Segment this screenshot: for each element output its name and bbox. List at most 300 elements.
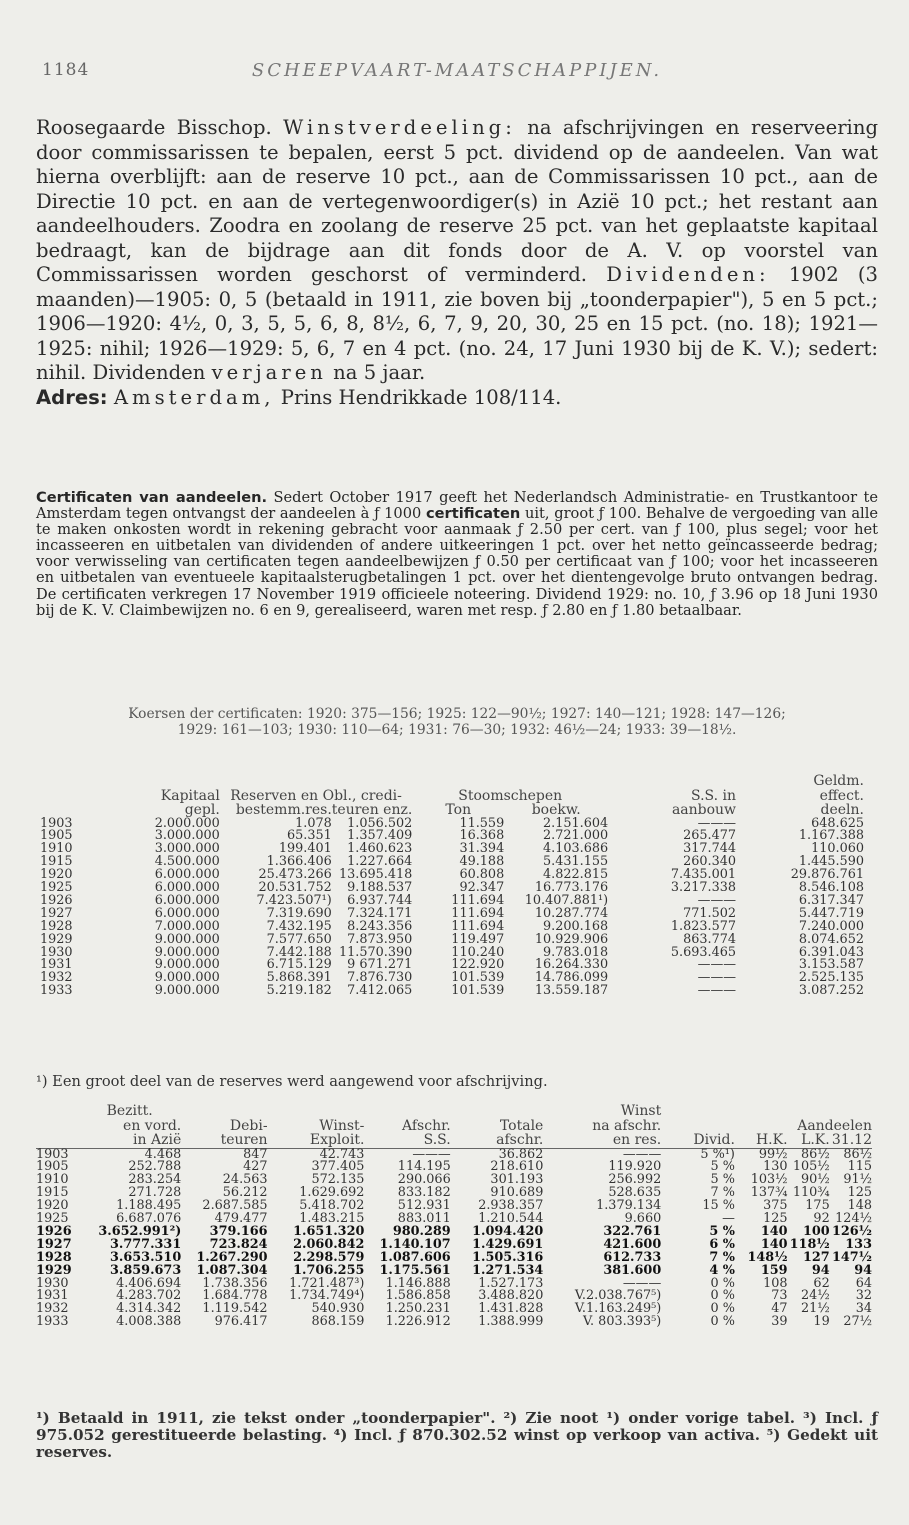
header-teuren-2: teuren <box>220 1132 268 1148</box>
table-cell: 110.240 <box>451 944 505 960</box>
table-cell: 105½ <box>792 1159 830 1175</box>
table-cell: 6 % <box>709 1236 735 1252</box>
table-cell: 130 <box>763 1159 788 1175</box>
table-cell: 910.689 <box>490 1185 544 1201</box>
results-table <box>36 1104 872 1329</box>
table-cell: 9.188.537 <box>347 880 413 896</box>
table-cell: 126½ <box>831 1223 872 1239</box>
table-cell: 6.687.076 <box>116 1211 182 1227</box>
table-cell: 4.500.000 <box>154 854 220 870</box>
table-cell: 114.195 <box>397 1159 451 1175</box>
table-cell: 648.625 <box>811 815 864 831</box>
header-en-vord: en vord. <box>123 1117 182 1134</box>
table-cell: 21½ <box>801 1301 830 1317</box>
intro-text-4: na 5 jaar. <box>333 361 426 384</box>
table-cell: 7 % <box>710 1185 735 1201</box>
table-cell: 1.505.316 <box>472 1249 544 1265</box>
table-cell: 528.635 <box>608 1185 662 1201</box>
year-cell: 1920 <box>36 1198 69 1214</box>
year-cell: 1920 <box>40 867 73 883</box>
table-cell: 1.460.623 <box>347 841 413 857</box>
table-cell: 10.929.906 <box>534 931 609 947</box>
table-cell: 65.351 <box>287 828 332 844</box>
table-cell: 15 % <box>702 1198 735 1214</box>
header-stoomschepen: Stoomschepen <box>458 787 563 804</box>
table-cell: 13.559.187 <box>534 983 609 999</box>
table-cell: 7.873.950 <box>347 931 413 947</box>
header-teuren: teuren enz. <box>331 802 413 818</box>
header-hk: H.K. <box>755 1132 788 1148</box>
table-cell: 2.687.585 <box>202 1198 268 1214</box>
table-cell: 47 <box>771 1301 788 1317</box>
table-cell: 5.868.391 <box>266 970 332 986</box>
table-cell: 3.000.000 <box>154 828 220 844</box>
header-3112: 31.12 <box>831 1132 872 1148</box>
year-cell: 1932 <box>36 1301 69 1317</box>
table-cell: 317.744 <box>683 841 737 857</box>
intro-text-2: na afschrijvingen en reserveering door commissarissen te bepalen, eerst 5 pct. dividend op de aandeelen. Van wat hierna overblijft: aan de reserve 10 pct., aan de Commissarissen 10 pct., aan de Directie 10 pct. en aan de vertegenwoordiger(s) in Azië 10 pct.; het restant aan aandeelhouders. Zoodra en zoolang de reserve 25 pct. van het geplaatste kapitaal bedraagt, kan de bijdrage aan dit fonds door de A. V. op voorstel van Commissarissen worden geschorst of verminderd. <box>36 116 878 286</box>
table-cell: ——— <box>622 1275 662 1291</box>
header-winst: Winst <box>620 1103 662 1119</box>
capital-table <box>40 774 864 998</box>
table-cell: 7.324.171 <box>347 905 413 921</box>
table-cell: 512.931 <box>397 1198 451 1214</box>
table-cell: 868.159 <box>311 1314 365 1330</box>
table-cell: 7.240.000 <box>798 918 864 934</box>
table-cell: 5.219.182 <box>266 983 332 999</box>
table-cell: 3.859.673 <box>110 1262 182 1278</box>
table-cell: 94 <box>854 1262 872 1278</box>
table-row <box>40 985 864 998</box>
table-cell: 110¾ <box>792 1185 830 1201</box>
header-ss-2: S.S. <box>423 1132 451 1148</box>
intro-text-1: Roosegaarde Bisschop. <box>36 116 272 139</box>
table-cell: ——— <box>697 892 737 908</box>
table-cell: 32 <box>855 1288 872 1304</box>
table-cell: 24½ <box>801 1288 830 1304</box>
table-cell: 36.862 <box>498 1146 544 1162</box>
table-cell: 101.539 <box>451 983 505 999</box>
year-cell: 1929 <box>36 1262 72 1278</box>
koersen-block <box>36 706 878 738</box>
table-cell: 159 <box>760 1262 788 1278</box>
table-cell: 0 % <box>710 1275 735 1291</box>
table-cell: 7.000.000 <box>154 918 220 934</box>
table-cell: ——— <box>412 1146 451 1162</box>
table-cell: 1.586.858 <box>385 1288 451 1304</box>
header-reserven: Reserven en Obl., credi- <box>230 787 402 804</box>
table-cell: 1.250.231 <box>385 1301 451 1317</box>
table-cell: 6.000.000 <box>154 892 220 908</box>
table-cell: 111.694 <box>451 918 505 934</box>
intro-text-3: 1902 (3 maanden)—1905: 0, 5 (betaald in 1911, zie boven bij „toonderpapier"), 5 en 5 pct.; 1906—1920: 4½, 0, 3, 5, 5, 6, 8, 8½, 6, 7, 9, 20, 30, 25 en 15 pct. (no. 18); 1921—1925: nihil; 1926—1929: 5, 6, 7 en 4 pct. (no. 24, 17 Juni 1930 bij de K. V.); sedert: nihil. Dividenden <box>36 263 878 384</box>
table-cell: 1.684.778 <box>202 1288 268 1304</box>
table-cell: 5 % <box>710 1159 735 1175</box>
table-cell: 1.734.749⁴) <box>289 1288 365 1304</box>
table-cell: 1.210.544 <box>478 1211 544 1227</box>
header-boekw: boekw. <box>531 802 581 818</box>
table-cell: 1.651.320 <box>293 1223 365 1239</box>
table-cell: 5 % <box>710 1172 735 1188</box>
table-cell: 34 <box>855 1301 872 1317</box>
header-afschr: Afschr. <box>402 1117 451 1134</box>
year-cell: 1928 <box>36 1249 72 1265</box>
year-cell: 1915 <box>40 854 73 870</box>
table-cell: 1.146.888 <box>385 1275 451 1291</box>
table-cell: 91½ <box>843 1172 872 1188</box>
table-cell: 1.379.134 <box>596 1198 662 1214</box>
running-title: SCHEEPVAART-MAATSCHAPPIJEN. <box>251 60 663 81</box>
table-cell: 7.876.730 <box>347 970 413 986</box>
table-cell: 92 <box>813 1211 830 1227</box>
table-cell: 8.243.356 <box>347 918 413 934</box>
table-cell: 16.264.330 <box>534 957 609 973</box>
table-cell: 301.193 <box>490 1172 544 1188</box>
table-cell: 110.060 <box>811 841 864 857</box>
certificaten-keyword: certificaten <box>425 505 521 523</box>
table-cell: 60.808 <box>459 867 505 883</box>
table-cell: 111.694 <box>451 905 505 921</box>
table-cell: 3.217.338 <box>670 880 737 896</box>
table-cell: 42.743 <box>319 1146 365 1162</box>
table-cell: 2.938.357 <box>478 1198 544 1214</box>
table-cell: 19 <box>813 1314 830 1330</box>
table-cell: 1.738.356 <box>202 1275 268 1291</box>
year-cell: 1905 <box>40 828 73 844</box>
table-cell: 0 % <box>710 1314 735 1330</box>
table-cell: 7.423.507¹) <box>256 892 332 908</box>
table-cell: 479.477 <box>214 1211 268 1227</box>
table-cell: 271.728 <box>128 1185 182 1201</box>
table-cell: V.1.163.249⁵) <box>574 1301 662 1317</box>
table-cell: 377.405 <box>311 1159 365 1175</box>
table-cell: 118½ <box>789 1236 830 1252</box>
header-debi: Debi- <box>229 1117 268 1134</box>
table-cell: 7 % <box>709 1249 735 1265</box>
table-cell: 7.442.188 <box>266 944 332 960</box>
table-cell: 5.418.702 <box>299 1198 365 1214</box>
table-cell: 11.559 <box>459 815 505 831</box>
table-cell: 883.011 <box>397 1211 451 1227</box>
table-cell: 92.347 <box>459 880 505 896</box>
table1-footnote: ¹) Een groot deel van de reserves werd aangewend voor afschrijving. <box>36 1073 548 1090</box>
table-cell: 2.060.842 <box>293 1236 365 1252</box>
table-cell: 1.271.534 <box>472 1262 544 1278</box>
table-cell: 1.429.691 <box>472 1236 544 1252</box>
table-cell: 2.525.135 <box>798 970 864 986</box>
year-cell: 1931 <box>36 1288 69 1304</box>
table-cell: 6.317.347 <box>798 892 864 908</box>
table-cell: 290.066 <box>397 1172 451 1188</box>
table-cell: 62 <box>813 1275 830 1291</box>
year-cell: 1927 <box>40 905 73 921</box>
verjaren-label: verjaren <box>211 361 327 384</box>
header-aandeelen: Aandeelen <box>797 1117 872 1134</box>
year-cell: 1910 <box>36 1172 69 1188</box>
table-cell: V.2.038.767⁵) <box>574 1288 662 1304</box>
header-ss: S.S. in <box>691 787 737 804</box>
table-cell: — <box>722 1211 735 1227</box>
table-cell: 49.188 <box>459 854 505 870</box>
table-cell: 256.992 <box>608 1172 662 1188</box>
table-cell: 125 <box>847 1185 872 1201</box>
table-cell: 9.000.000 <box>154 931 220 947</box>
table-cell: 14.786.099 <box>534 970 609 986</box>
table-cell: 976.417 <box>214 1314 268 1330</box>
table-cell: 119.497 <box>451 931 505 947</box>
table-cell: 64 <box>855 1275 872 1291</box>
table-cell: 4.822.815 <box>543 867 609 883</box>
table-cell: 115 <box>847 1159 872 1175</box>
table-cell: 29.876.761 <box>790 867 864 883</box>
header-afschr-2: afschr. <box>496 1132 544 1148</box>
table-cell: 1.445.590 <box>798 854 864 870</box>
table-cell: 427 <box>243 1159 268 1175</box>
table-cell: 10.407.881¹) <box>524 892 609 908</box>
year-cell: 1915 <box>36 1185 69 1201</box>
table-cell: 1.706.255 <box>293 1262 365 1278</box>
header-in-azie: in Azië <box>133 1132 182 1148</box>
table-cell: ——— <box>622 1146 662 1162</box>
table-cell: 119.920 <box>608 1159 662 1175</box>
table-cell: 2.298.579 <box>293 1249 365 1265</box>
table-cell: 265.477 <box>683 828 737 844</box>
certificaten-paragraph <box>36 490 878 619</box>
table-cell: 108 <box>763 1275 788 1291</box>
table-cell: 7.432.195 <box>266 918 332 934</box>
table-cell: 137¾ <box>750 1185 788 1201</box>
table-cell: 833.182 <box>397 1185 451 1201</box>
table-cell: 1.094.420 <box>472 1223 544 1239</box>
table-cell: 31.394 <box>459 841 505 857</box>
table-cell: 4.406.694 <box>116 1275 182 1291</box>
table-cell: 1.629.692 <box>299 1185 365 1201</box>
table-cell: 39 <box>771 1314 788 1330</box>
table-cell: 572.135 <box>311 1172 365 1188</box>
year-cell: 1905 <box>36 1159 69 1175</box>
header-bezitt: Bezitt. <box>106 1103 153 1119</box>
table-cell: 3.000.000 <box>154 841 220 857</box>
table-cell: 260.340 <box>683 854 737 870</box>
year-cell: 1930 <box>36 1275 69 1291</box>
header-winst-expl: Winst- <box>319 1117 365 1134</box>
year-cell: 1930 <box>40 944 73 960</box>
year-cell: 1933 <box>36 1314 69 1330</box>
year-cell: 1928 <box>40 918 73 934</box>
table-cell: 1.431.828 <box>478 1301 544 1317</box>
header-aanbouw: aanbouw <box>671 802 737 818</box>
table-cell: 8.546.108 <box>798 880 864 896</box>
year-cell: 1933 <box>40 983 73 999</box>
year-cell: 1925 <box>40 880 73 896</box>
table-cell: 3.653.510 <box>110 1249 182 1265</box>
table-cell: 1.167.388 <box>798 828 864 844</box>
adres-label: Adres: <box>36 385 108 409</box>
table-cell: 148 <box>847 1198 872 1214</box>
table-cell: 4.283.702 <box>116 1288 182 1304</box>
certificaten-text-1b: ƒ 1000 <box>374 505 422 523</box>
table-cell: 980.289 <box>392 1223 451 1239</box>
table-cell: 7.577.650 <box>266 931 332 947</box>
table-cell: 4 % <box>709 1262 735 1278</box>
table-cell: 1.483.215 <box>299 1211 365 1227</box>
adres-street: Prins Hendrikkade 108/114. <box>280 385 562 409</box>
table-cell: 9.660 <box>624 1211 662 1227</box>
table-cell: 3.087.252 <box>798 983 864 999</box>
table-cell: ——— <box>697 983 737 999</box>
table-cell: 6.000.000 <box>154 880 220 896</box>
adres-city: Amsterdam, <box>113 385 275 409</box>
table-cell: 847 <box>243 1146 268 1162</box>
header-na-afschr: na afschr. <box>592 1117 662 1134</box>
table-cell: 9.000.000 <box>154 944 220 960</box>
winstverdeeling-label: Winstverdeeling: <box>283 116 516 139</box>
table-cell: 1.175.561 <box>379 1262 451 1278</box>
certificaten-text-2: uit, groot ƒ 100. Behalve de vergoeding van alle te maken onkosten wordt in rekening gebracht voor aanmaak ƒ 2.50 per cert. van ƒ 100, plus segel; voor het incasseeren en uitbetalen van dividenden of andere uitkeeringen 1 pct. over het netto geïncasseerde bedrag; voor verwisseling van certificaten tegen aandeelbewijzen ƒ 0.50 per certificaat van ƒ 100; voor het incasseeren en uitbetalen van eventueele kapitaalsterugbetalingen 1 pct. over het dientengevolge bruto ontvangen bedrag. De certificaten verkregen 17 November 1919 officieele noteering. Dividend 1929: no. 10, ƒ 3.96 op 18 Juni 1930 bij de K. V. Claimbewijzen no. 6 en 9, gerealiseerd, waren met resp. ƒ 2.80 en ƒ 1.80 betaalbaar. <box>36 505 879 619</box>
table-cell: 218.610 <box>490 1159 544 1175</box>
table-cell: 2.721.000 <box>543 828 609 844</box>
table-cell: 1.388.999 <box>478 1314 544 1330</box>
table-cell: 111.694 <box>451 892 505 908</box>
table-cell: 122.920 <box>451 957 505 973</box>
certificaten-text-1: Sedert October 1917 geeft het Nederlandsch Administratie- en Trustkantoor te Amsterdam tegen ontvangst der aandeelen à <box>36 489 879 523</box>
table-cell: 6.937.744 <box>347 892 413 908</box>
header-geldm: Geldm. <box>813 773 864 789</box>
table-cell: 723.824 <box>209 1236 268 1252</box>
table-cell: 2.000.000 <box>154 815 220 831</box>
table-cell: 2.151.604 <box>543 815 609 831</box>
table-cell: 5.431.155 <box>543 854 609 870</box>
table-cell: 322.761 <box>603 1223 662 1239</box>
header-bestemm: bestemm.res. <box>235 802 332 818</box>
table-cell: 9.200.168 <box>543 918 609 934</box>
year-cell: 1927 <box>36 1236 72 1252</box>
table-cell: 5.447.719 <box>798 905 864 921</box>
header-kapitaal: Kapitaal <box>160 787 220 804</box>
table-cell: 56.212 <box>222 1185 268 1201</box>
table-cell: 24.563 <box>222 1172 268 1188</box>
table-cell: 148½ <box>747 1249 788 1265</box>
table-cell: 1.267.290 <box>196 1249 268 1265</box>
header-exploit: Exploit. <box>309 1132 365 1148</box>
table-cell: 16.368 <box>459 828 505 844</box>
table-cell: 86½ <box>801 1146 830 1162</box>
table-cell: 1.226.912 <box>385 1314 451 1330</box>
table-cell: 100 <box>803 1223 830 1239</box>
table-cell: 140 <box>760 1223 788 1239</box>
intro-paragraph <box>36 116 878 410</box>
table-cell: 6.000.000 <box>154 905 220 921</box>
table-cell: 140 <box>760 1236 788 1252</box>
table-cell: 4.468 <box>144 1146 182 1162</box>
table-cell: 125 <box>763 1211 788 1227</box>
header-divid: Divid. <box>693 1132 735 1148</box>
table-cell: 7.319.690 <box>266 905 332 921</box>
running-header <box>36 60 878 84</box>
table-cell: 4.314.342 <box>116 1301 182 1317</box>
table-cell: 6.715.129 <box>266 957 332 973</box>
table-cell: 199.401 <box>278 841 332 857</box>
table-cell: 3.153.587 <box>798 957 864 973</box>
table-cell: 863.774 <box>683 931 737 947</box>
table-cell: 1.119.542 <box>202 1301 268 1317</box>
header-totale: Totale <box>499 1117 544 1134</box>
table-cell: 3.488.820 <box>478 1288 544 1304</box>
table-cell: 6.000.000 <box>154 867 220 883</box>
table-cell: 612.733 <box>603 1249 662 1265</box>
table-cell: 175 <box>805 1198 830 1214</box>
table-cell: 16.773.176 <box>534 880 609 896</box>
table-cell: 86½ <box>843 1146 872 1162</box>
year-cell: 1932 <box>40 970 73 986</box>
table-cell: 3.777.331 <box>110 1236 182 1252</box>
table-cell: 771.502 <box>683 905 737 921</box>
header-lk: L.K. <box>801 1132 830 1148</box>
year-cell: 1926 <box>36 1223 72 1239</box>
table-cell: 1.823.577 <box>670 918 737 934</box>
table-cell: 4.008.388 <box>116 1314 182 1330</box>
table-cell: 9.000.000 <box>154 970 220 986</box>
table-cell: 1.188.495 <box>116 1198 182 1214</box>
koersen-line-2: 1929: 161—103; 1930: 110—64; 1931: 76—30; 1932: 46½—24; 1933: 39—18½. <box>177 722 737 738</box>
table-cell: 379.166 <box>209 1223 268 1239</box>
year-cell: 1903 <box>36 1146 69 1162</box>
year-cell: 1910 <box>40 841 73 857</box>
table-cell: 1.087.606 <box>379 1249 451 1265</box>
header-gepl: gepl. <box>184 802 220 818</box>
table-cell: 375 <box>763 1198 788 1214</box>
table-cell: ——— <box>697 957 737 973</box>
table-cell: 13.695.418 <box>339 867 413 883</box>
table-cell: 124½ <box>835 1211 872 1227</box>
year-cell: 1925 <box>36 1211 69 1227</box>
year-cell: 1929 <box>40 931 73 947</box>
table-cell: 101.539 <box>451 970 505 986</box>
table-cell: 9.000.000 <box>154 957 220 973</box>
table-cell: 133 <box>845 1236 872 1252</box>
header-en-res: en res. <box>612 1132 662 1148</box>
table-cell: 1.056.502 <box>347 815 413 831</box>
table-cell: 5 %¹) <box>700 1146 735 1162</box>
page-number: 1184 <box>42 60 90 80</box>
table-cell: 1.366.406 <box>266 854 332 870</box>
table-cell: 283.254 <box>128 1172 182 1188</box>
table-cell: 99½ <box>758 1146 788 1162</box>
table-cell: 4.103.686 <box>543 841 609 857</box>
table-cell: 27½ <box>843 1314 872 1330</box>
table-cell: ——— <box>697 970 737 986</box>
table-cell: 9.000.000 <box>154 983 220 999</box>
table-cell: 9 671.271 <box>347 957 413 973</box>
dividenden-label: Dividenden: <box>606 263 770 286</box>
table-cell: 5.693.465 <box>670 944 737 960</box>
table-cell: 9.783.018 <box>543 944 609 960</box>
table-cell: 94 <box>811 1262 830 1278</box>
table-cell: 90½ <box>801 1172 830 1188</box>
table-cell: 1.357.409 <box>347 828 413 844</box>
table-cell: 3.652.991²) <box>98 1223 182 1239</box>
table-cell: ——— <box>697 815 737 831</box>
certificaten-heading: Certificaten van aandeelen. <box>36 489 268 506</box>
table-cell: 381.600 <box>603 1262 662 1278</box>
year-cell: 1931 <box>40 957 73 973</box>
table-cell: 25.473.266 <box>258 867 332 883</box>
table-cell: 11.570.390 <box>339 944 413 960</box>
koersen-line-1: Koersen der certificaten: 1920: 375—156; 1925: 122—90½; 1927: 140—121; 1928: 147—126; <box>128 706 786 722</box>
header-effect: effect. <box>819 787 864 804</box>
table-cell: 0 % <box>710 1301 735 1317</box>
table2-footnote: ¹) Betaald in 1911, zie tekst onder „toonderpapier". ²) Zie noot ¹) onder vorige tabel. ³) Incl. ƒ 975.052 gerestitueerde belasting. ⁴) Incl. ƒ 870.302.52 winst op verkoop van activa. ⁵) Gedekt uit reserves. <box>36 1409 878 1461</box>
